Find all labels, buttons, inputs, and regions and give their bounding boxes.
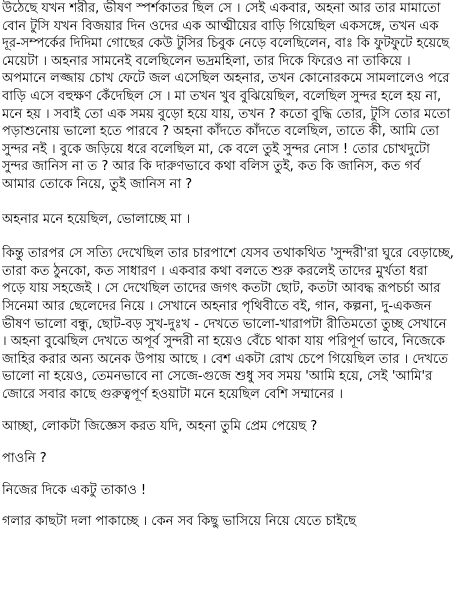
paragraph-6: নিজের দিকে একটু তাকাও ! <box>2 482 147 498</box>
paragraph-7: গলার কাছটা দলা পাকাচ্ছে । কেন সব কিছু ভাসিয়ে নিয়ে যেতে চাইছে <box>2 514 357 530</box>
paragraph-4: আচ্ছা, লোকটা জিজ্ঞেস করত যদি, অহনা তুমি প্রেম পেয়েছ ? <box>2 419 318 435</box>
paragraph-2: অহনার মনে হয়েছিল, ভোলাচ্ছে মা । <box>2 211 191 227</box>
paragraph-5: পাওনি ? <box>2 451 47 467</box>
paragraph-3: কিন্তু তারপর সে সত্যি দেখেছিল তার চারপাশে যেসব তথাকথিত 'সুন্দরী'রা ঘুরে বেড়াচ্ছে, তারা কত ঠুনকো, কত সাধারণ । একবার কথা বলতে শুরু করলেই তাদের মুর্খতা ধরা পড়ে যায় সহজেই । সে দেখেছিল তাদের জগৎ কতটা ছোট, কতটা আবদ্ধ রূপচর্চা আর সিনেমা আর ছেলেদের নিয়ে । সেখানে অহনার পৃথিবীতে বই, গান, কল্পনা, দু-একজন ভীষণ ভালো বন্ধু, ছোট-বড় সুখ-দুঃখ - দেখতে ভালো-খারাপটা রীতিমতো তুচ্ছ সেখানে । অহনা বুঝেছিল দেখতে অপূর্ব সুন্দরী না হয়েও বেঁচে থাকা যায় পরিপূর্ণ ভাবে, নিজেকে জাহির করার অন্য অনেক উপায় আছে । বেশ একটা রোখ চেপে গিয়েছিল তার । দেখতে ভালো না হয়েও, তেমনভাবে না সেজে-গুজে শুধু সব সময় 'আমি হয়ে, সেই 'আমি'র জোরে সবার কাছে গুরুত্বপূর্ণ হওয়াটা মনে হয়েছিল বেশি সম্মানের । <box>2 246 454 402</box>
document-page <box>2 0 454 609</box>
paragraph-1: উঠেছে যখন শরীর, ভীষণ স্পর্শকাতর ছিল সে । সেই একবার, অহনা আর তার মামাতো বোন টুসি যখন বিজয়ার দিন ওদের এক আত্মীয়ের বাড়ি গিয়েছিল একসঙ্গে, তখন এক দূর-সম্পর্কের দিদিমা গোছের কেউ টুসির চিবুক নেড়ে বলেছিলেন, বাঃ কি ফুটফুটে হয়েছে মেয়েটা । অহনার সামনেই বলেছিলেন ভদ্রমহিলা, তার দিকে ফিরেও না তাকিয়ে । অপমানে লজ্জায় চোখ ফেটে জল এসেছিল অহনার, তখন কোনোরকমে সামলালেও পরে বাড়ি এসে বহুক্ষণ কেঁদেছিল সে । মা তখন খুব বুঝিয়েছিল, বলেছিল সুন্দর হলে হয় না, মনে হয় । সবাই তো এক সময় বুড়ো হয়ে যায়, তখন ? কতো বুদ্ধি তোর, টুসি তোর মতো পড়াশুনোয় ভালো হতে পারবে ? অহনা কাঁদতে কাঁদতে বলেছিল, তাতে কী, আমি তো সুন্দর নই । বুকে জড়িয়ে ধরে বলেছিল মা, কে বলে তুই সুন্দর নোস ! তোর চোখদুটো সুন্দর জানিস না ত ? আর কি দারুণভাবে কথা বলিস তুই, কত কি জানিস, কত গর্ব আমার তোকে নিয়ে, তুই জানিস না ? <box>2 1 454 192</box>
